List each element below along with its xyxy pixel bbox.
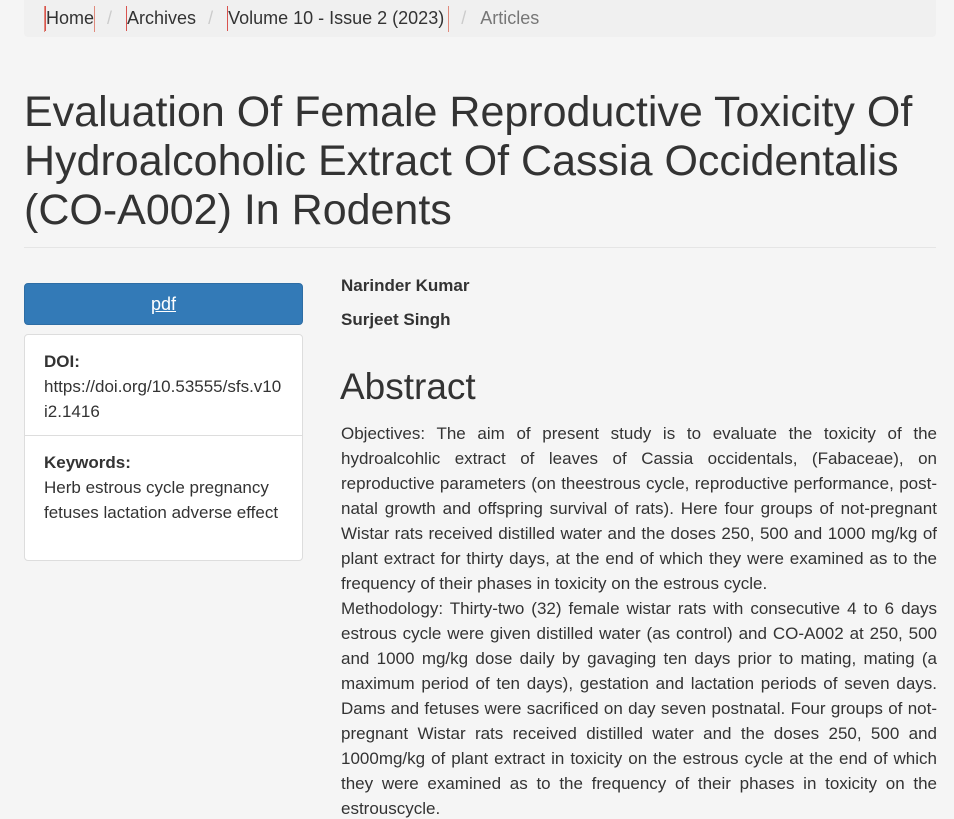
breadcrumb-separator: / [107,8,113,28]
breadcrumb [24,0,936,37]
keywords-label: Keywords: [44,453,131,472]
breadcrumb-separator: / [461,8,467,28]
breadcrumb-archives-link[interactable]: Archives [126,6,196,31]
article-info-panel [24,334,303,561]
abstract-methodology: Methodology: Thirty-two (32) female wistar rats with consecutive 4 to 6 days estrous cycle were given distilled water (as control) and CO-A002 at 250, 500 and 1000 mg/kg dose daily by gavaging ten days prior to mating, mating (a maximum period of ten days), gestation and lactation periods of seven days. Dams and fetuses were sacrificed on day seven postnatal. Four groups of not-pregnant Wistar rats received distilled water and the doses 250, 500 and 1000mg/kg of plant extract in toxicity on the estrous cycle at the end of which they were examined as to the frequency of their phases in toxicity on the estrouscycle. [341,599,937,818]
abstract-heading: Abstract [340,366,476,407]
abstract-body [341,421,937,819]
breadcrumb-current: Articles [480,8,540,28]
breadcrumb-issue-link[interactable]: Volume 10 - Issue 2 (2023) [227,6,444,31]
pdf-button[interactable]: pdf [24,283,303,325]
breadcrumb-home-link[interactable]: Home [45,6,94,31]
breadcrumb-issue-wrap [227,6,449,32]
doi-section [25,335,302,436]
breadcrumb-separator: / [208,8,214,28]
doi-label: DOI: [44,352,80,371]
focus-bar [448,6,449,32]
author-name: Surjeet Singh [341,310,451,329]
abstract-objectives: Objectives: The aim of present study is to evaluate the toxicity of the hydroalcohlic extract of leaves of Cassia occidentals, (Fabaceae), on reproductive parameters (on theestrous cycle, reproductive performance, post-natal growth and offspring survival of rats). Here four groups of not-pregnant Wistar rats received distilled water and the doses 250, 500 and 1000 mg/kg of plant extract for thirty days, at the end of which they were examined as to the frequency of their phases in toxicity on the estrous cycle. [341,424,937,593]
keywords-section [25,436,302,539]
focus-bar [94,6,95,32]
title-divider [24,247,936,248]
doi-link[interactable]: https://doi.org/10.53555/sfs.v10i2.1416 [44,377,282,421]
keywords-value: Herb estrous cycle pregnancy fetuses lactation adverse effect [44,478,279,522]
article-title: Evaluation Of Female Reproductive Toxicity Of Hydroalcoholic Extract Of Cassia Occidentalis (CO-A002) In Rodents [24,88,913,234]
breadcrumb-home-wrap [44,6,95,32]
author-name: Narinder Kumar [341,276,470,295]
author-list [341,275,469,343]
